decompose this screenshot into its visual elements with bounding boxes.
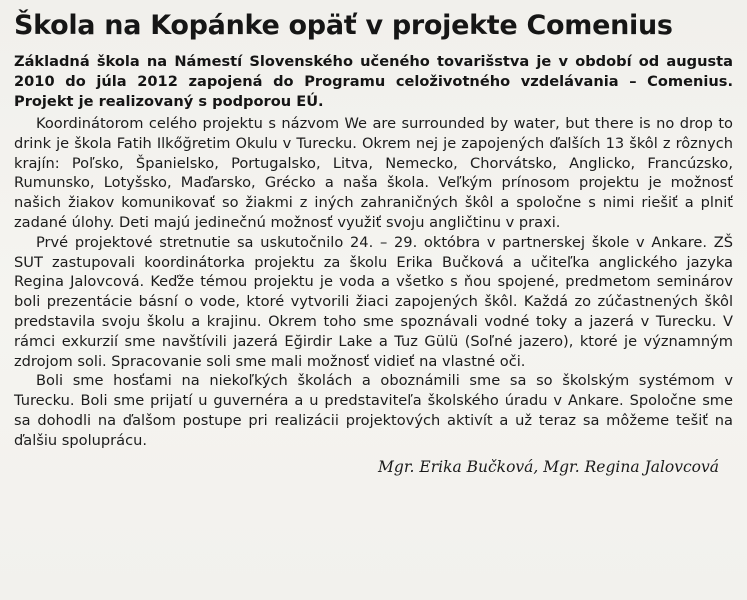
article-paragraph-1: Koordinátorom celého projektu s názvom We are surrounded by water, but there is no drop to drink je škola Fatih Ilkőğretim Okulu v Turecku. Okrem nej je zapojených ďalších 13 škôl z rôznych krajín: Poľsko, Španielsko, Portugalsko, Litva, Nemecko, Chorvátsko, Anglicko, Francúzsko, Rumunsko, Lotyšsko, Maďarsko, Grécko a naša škola. Veľkým prínosom projektu je možnosť našich žiakov komunikovať so žiakmi z iných zahraničných škôl a spoločne s nimi riešiť a plniť zadané úlohy. Deti majú jedinečnú možnosť využiť svoju angličtinu v praxi.: [14, 115, 733, 231]
article-headline: Škola na Kopánke opäť v projekte Comenius: [14, 10, 673, 41]
article: [14, 6, 733, 477]
article-signature: Mgr. Erika Bučková, Mgr. Regina Jalovcová: [378, 457, 719, 476]
article-lead: Základná škola na Námestí Slovenského učeného tovarišstva je v období od augusta 2010 do júla 2012 zapojená do Programu celoživotného vzdelávania – Comenius. Projekt je realizovaný s podporou EÚ.: [14, 53, 733, 110]
article-paragraph-3: Boli sme hosťami na niekoľkých školách a oboznámili sme sa so školským systémom v Turecku. Boli sme prijatí u guvernéra a u predstaviteľa školského úradu v Ankare. Spoločne sme sa dohodli na ďalšom postupe pri realizácii projektových aktivít a už teraz sa môžeme tešiť na ďalšiu spoluprácu.: [14, 372, 733, 449]
article-paragraph-2: Prvé projektové stretnutie sa uskutočnilo 24. – 29. októbra v partnerskej škole v Ankare. ZŠ SUT zastupovali koordinátorka projektu za školu Erika Bučková a učiteľka anglického jazyka Regina Jalovcová. Keďže témou projektu je voda a všetko s ňou spojené, predmetom seminárov boli prezentácie básní o vode, ktoré vytvorili žiaci zapojených škôl. Každá zo zúčastnených škôl predstavila svoju školu a krajinu. Okrem toho sme spoznávali vodné toky a jazerá v Turecku. V rámci exkurzií sme navštívili jazerá Eğirdir Lake a Tuz Gülü (Soľné jazero), ktoré je významným zdrojom soli. Spracovanie soli sme mali možnosť vidieť na vlastné oči.: [14, 233, 733, 370]
